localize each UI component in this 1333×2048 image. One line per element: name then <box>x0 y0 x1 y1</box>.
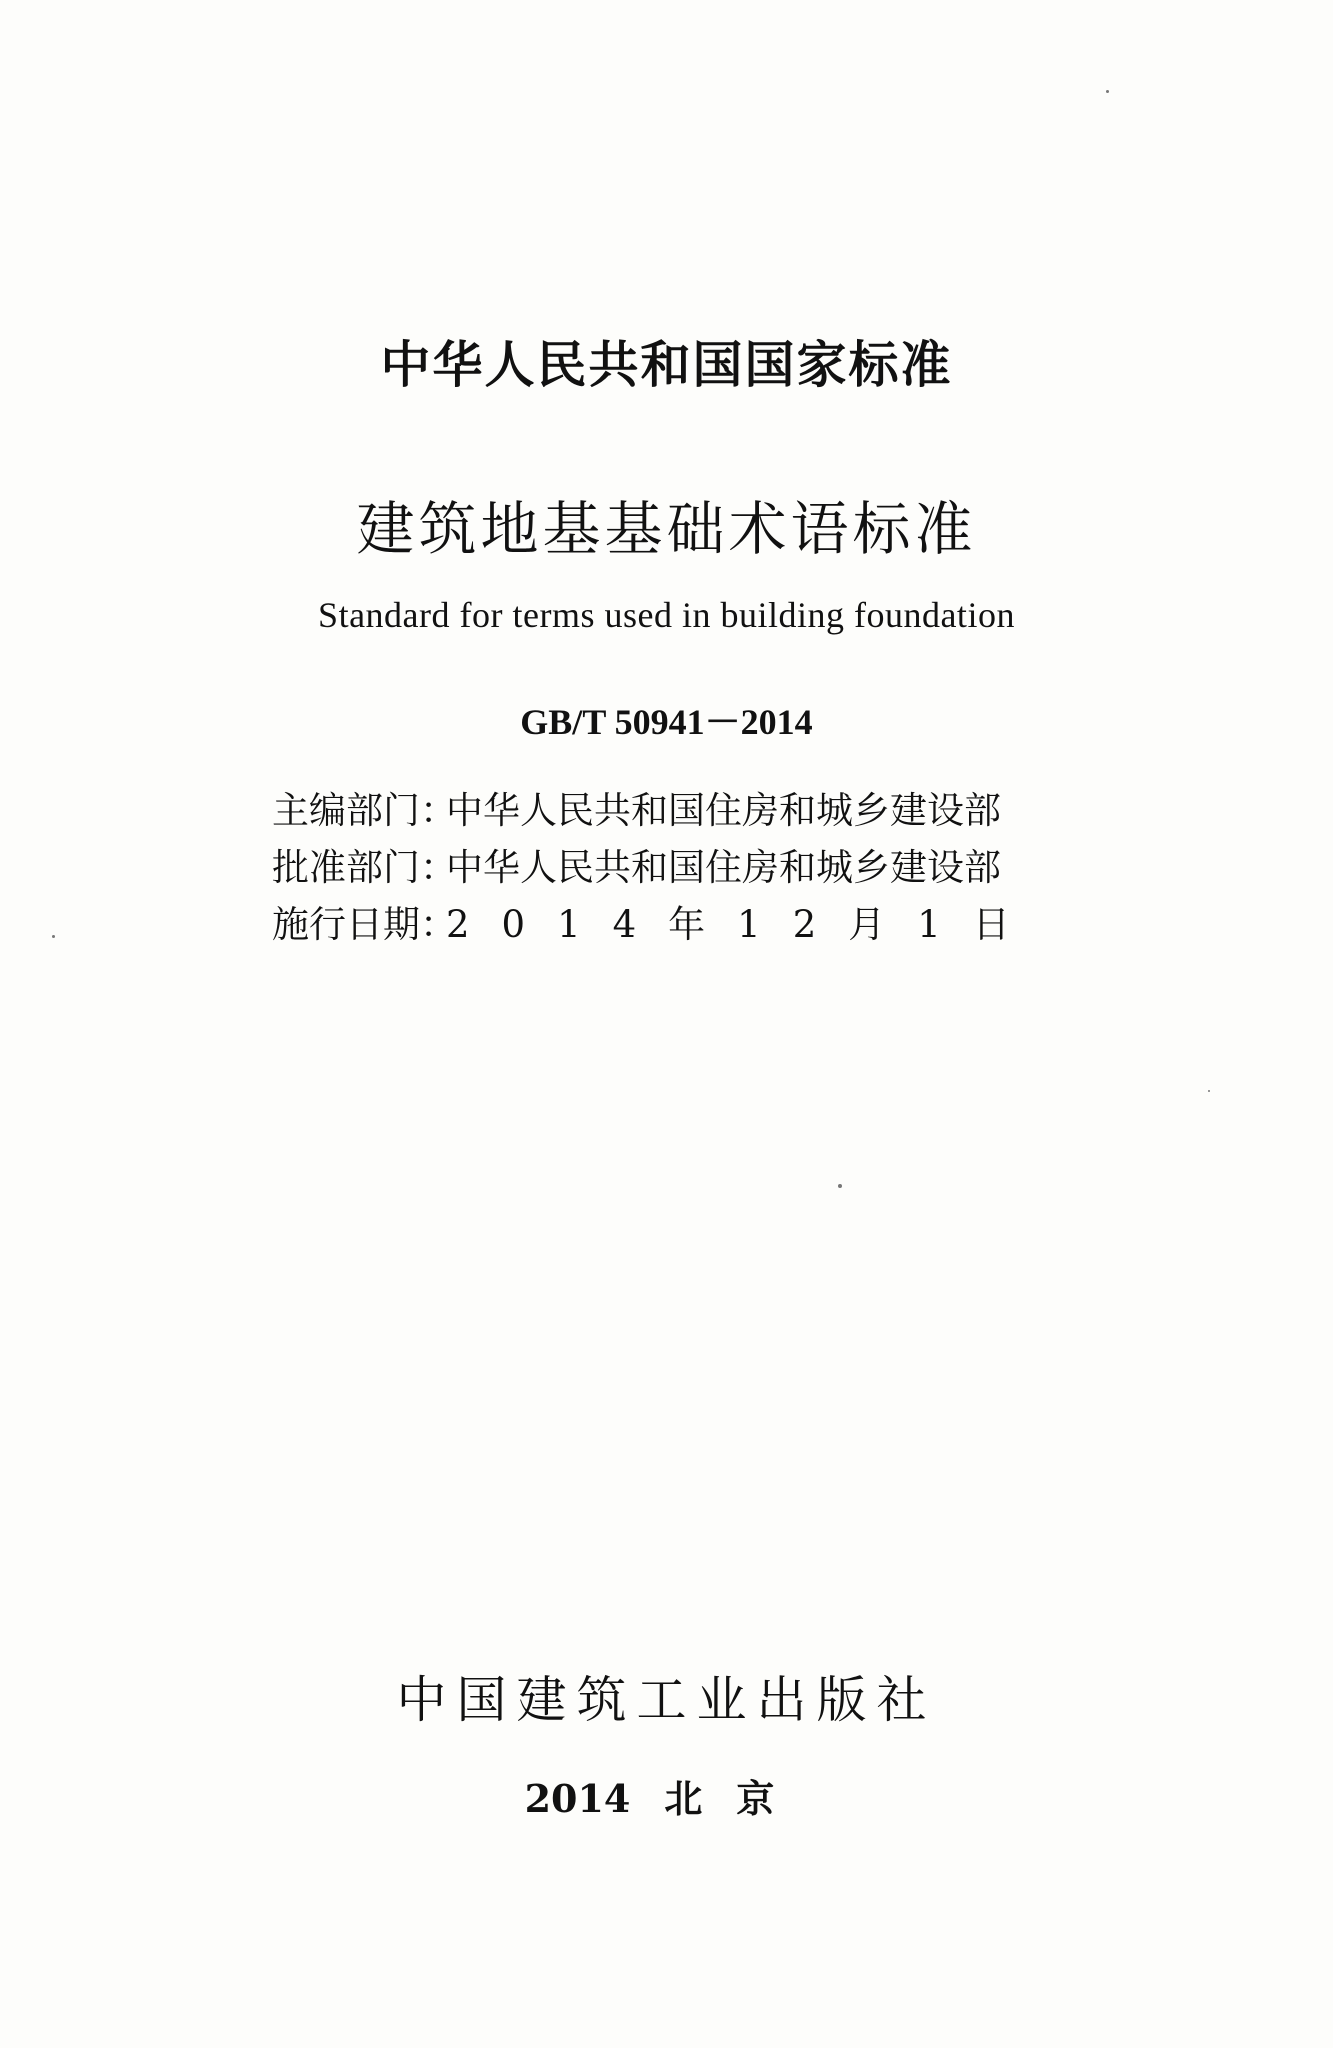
editor-label: 主编部门 <box>272 789 420 832</box>
approver-label: 批准部门 <box>272 846 420 889</box>
editor-separator: ： <box>420 789 457 832</box>
approver-value: 中华人民共和国住房和城乡建设部 <box>446 846 1001 889</box>
approver-separator: ： <box>420 846 457 889</box>
standard-title-chinese: 建筑地基基础术语标准 <box>356 495 977 563</box>
standard-code: GB/T 50941－2014 <box>520 702 813 742</box>
publication-year: 2014 <box>524 1776 631 1821</box>
scan-speck <box>52 935 55 938</box>
effective-date-label: 施行日期 <box>272 903 420 946</box>
scan-speck <box>838 1184 842 1188</box>
effective-date-value: 2014年12月1日 <box>446 903 1042 946</box>
standard-info-block <box>272 782 1052 953</box>
publication-city: 北京 <box>664 1776 809 1821</box>
scan-speck <box>1106 90 1109 93</box>
standard-title-english: Standard for terms used in building foundation <box>318 595 1015 635</box>
scan-speck <box>1208 1090 1210 1092</box>
effective-date-row <box>272 896 1052 953</box>
editor-value: 中华人民共和国住房和城乡建设部 <box>446 789 1001 832</box>
publisher-name: 中国建筑工业出版社 <box>396 1671 937 1729</box>
editor-row <box>272 782 1052 839</box>
approver-row <box>272 839 1052 896</box>
national-standard-heading: 中华人民共和国国家标准 <box>380 336 953 394</box>
publication-place <box>0 1768 1333 1823</box>
effective-date-separator: ： <box>420 903 457 946</box>
